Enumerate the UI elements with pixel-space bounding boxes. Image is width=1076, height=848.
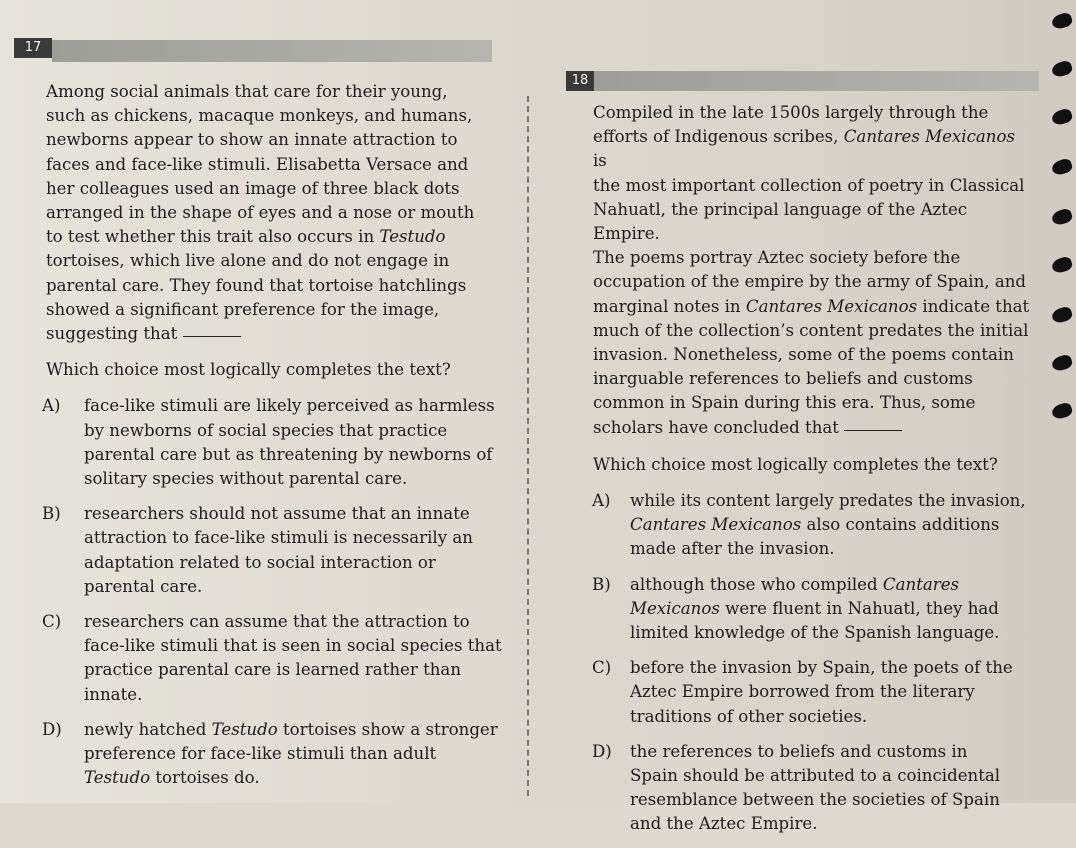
q17-choice-c[interactable]: C) researchers can assume that the attraction to face-like stimuli that is seen in social species that practice parental care is learned rather than innate. [42,612,502,704]
q18-choice-b[interactable]: B) although those who compiled Cantares Mexicanos were fluent in Nahuatl, they had limited knowledge of the Spanish language. [592,574,1000,643]
q18-choice-c[interactable]: C) before the invasion by Spain, the poets of the Aztec Empire borrowed from the literary traditions of other societies. [592,658,1013,726]
q18-question: Which choice most logically completes the text? [593,454,998,474]
q18-column [593,101,1033,848]
answer-blank [844,430,902,431]
q17-choice-b[interactable]: B) researchers should not assume that an innate attraction to face-like stimuli is necessarily an adaptation related to social interaction or parental care. [42,504,473,596]
q17-choice-d[interactable]: D) newly hatched Testudo tortoises show a stronger preference for face-like stimuli than adult Testudo tortoises do. [42,719,498,788]
q17-number: 17 [14,38,52,58]
q18-choice-d[interactable]: D) the references to beliefs and customs in Spain should be attributed to a coincidental resemblance between the societies of Spain and the Aztec Empire. [592,741,1001,834]
column-divider [527,96,529,796]
q17-header-bar [52,40,492,62]
spiral-binding [1046,0,1076,803]
q18-choice-a[interactable]: A) while its content largely predates the invasion, Cantares Mexicanos also contains additions made after the invasion. [592,491,1026,559]
q18-passage: Compiled in the late 1500s largely through the efforts of Indigenous scribes, Cantares Mexicanos is the most important collection of poetry in Classical Nahuatl, the principal language of the Aztec Empire. The poems portray Aztec society before the occupation of the empire by the army of Spain, and marginal notes in Cantares Mexicanos indicate that much of the collection’s content predates the initial invasion. Nonetheless, some of the poems contain inarguable references to beliefs and customs common in Spain during this era. Thus, some scholars have concluded that [593,103,1030,437]
q17-passage: Among social animals that care for their young, such as chickens, macaque monkeys, and humans, newborns appear to show an innate attraction to faces and face-like stimuli. Elisabetta Versace and her colleagues used an image of three black dots arranged in the shape of eyes and a nose or mouth to test whether this trait also occurs in Testudo tortoises, which live alone and do not engage in parental care. They found that tortoise hatchlings showed a significant preference for the image, suggesting that [46,82,475,344]
q17-choice-a[interactable]: A) face-like stimuli are likely perceived as harmless by newborns of social species that practice parental care but as threatening by newborns of solitary species without parental care. [42,396,495,489]
q18-header-bar [594,71,1039,91]
answer-blank [183,336,241,337]
q18-number: 18 [566,71,594,91]
q17-question: Which choice most logically completes the text? [46,360,451,380]
q17-column [42,80,516,801]
